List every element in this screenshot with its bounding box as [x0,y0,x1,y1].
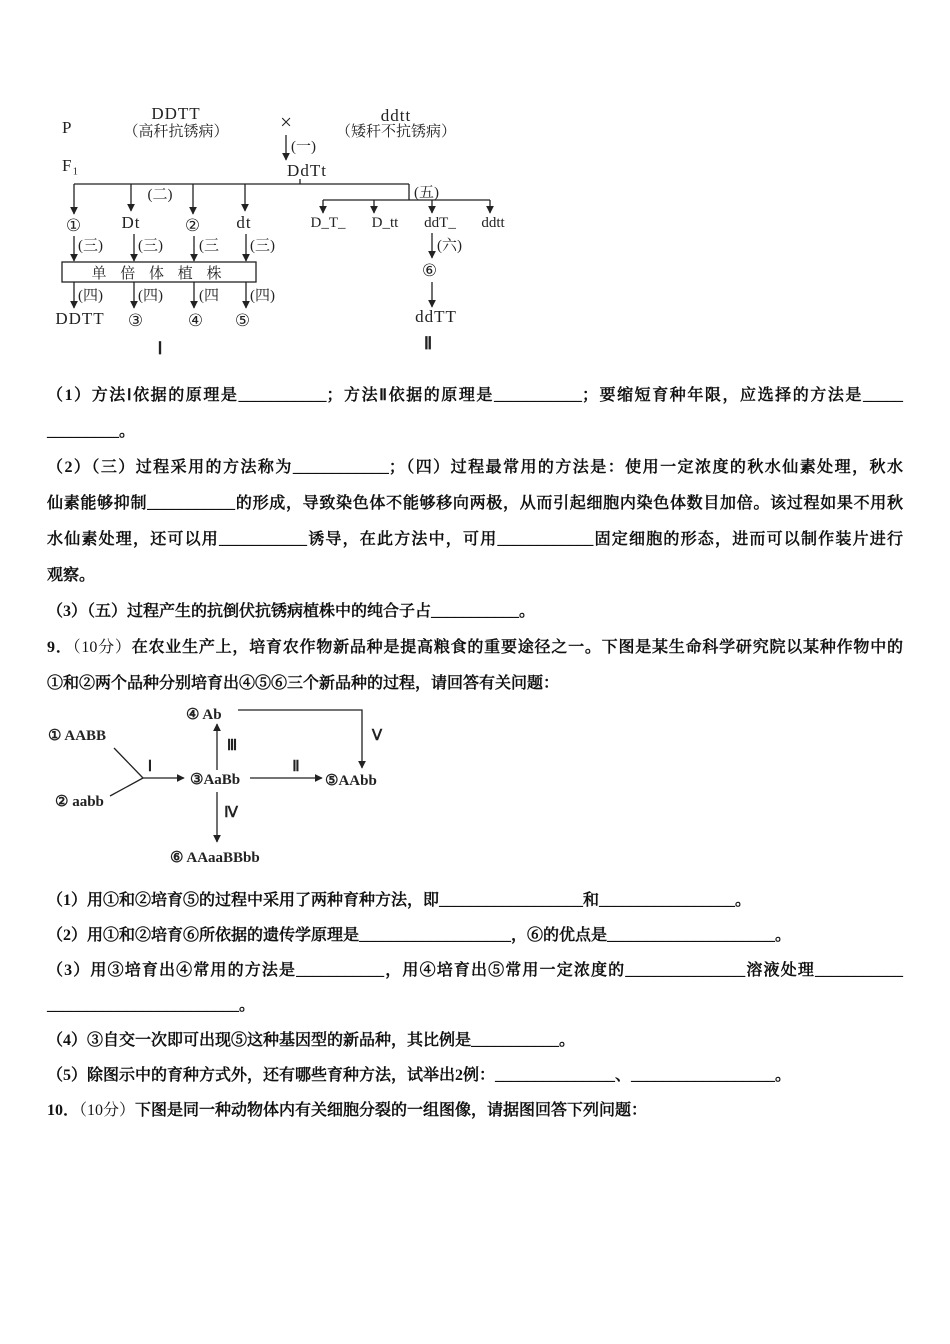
breeding-diagram-1 [0,0,560,370]
step4-label-3: (四 [199,288,219,304]
cross-symbol: × [280,110,292,134]
arrow-step-5 [238,710,362,768]
q8-sub1-line1: （1）方法Ⅰ依据的原理是___________；方法Ⅱ依据的原理是___________；要缩短育种年限，应选择的方法是_____ [47,387,903,404]
gamete-4: dt [236,213,252,232]
q8-sub3: （3）（五）过程产生的抗倒伏抗锈病植株中的纯合子占___________。 [47,603,536,620]
method1-result-3: ④ [187,311,205,330]
method1-result-1: DDTT [55,309,105,328]
step4-label-1: (四) [78,288,103,304]
variety-5: ⑤AAbb [325,773,377,789]
step4-label-2: (四) [138,288,163,304]
step-label-5: Ⅴ [371,728,383,744]
f2-genotype-2: D_tt [371,215,399,231]
step3-label-2: (三) [138,238,163,254]
parent1-genotype: DDTT [151,104,201,123]
variety-3: ③AaBb [190,772,241,788]
q10-number: 10． [47,1102,80,1119]
q8-sub1-line2: _________。 [47,423,136,440]
q9-sub5: （5）除图示中的育种方式外，还有哪些育种方法，试举出2例：_______________、__________________。 [47,1067,792,1084]
step5-label: (五) [414,185,439,201]
f2-genotype-3: ddT_ [424,215,456,231]
method1-result-4: ⑤ [234,311,252,330]
step4-label-4: (四) [250,288,275,304]
f2-genotype-1: D_T_ [310,215,346,231]
line-variety2-to-cross [110,778,143,796]
q9-sub1: （1）用①和②培育⑤的过程中采用了两种育种方法，即__________________和_________________。 [47,892,752,909]
step-label-3: Ⅲ [226,738,238,754]
q8-sub2-line4: 观察。 [47,567,96,584]
variety-2: ② aabb [55,794,104,810]
method1-result-2: ③ [127,311,145,330]
parent1-phenotype: （高秆抗锈病） [123,124,229,140]
f1-genotype: DdTt [287,161,327,180]
parent2-phenotype: （矮秆不抗锈病） [335,124,457,140]
haploid-plants-label: 单 倍 体 植 株 [91,266,227,282]
q9-stem-text-1: 在农业生产上，培育农作物新品种是提高粮食的重要途径之一。下图是某生命科学研究院以某种作物中的 [131,639,903,656]
variety-6: ⑥ AAaaBBbb [170,850,260,866]
q9-sub3-line2: ________________________。 [47,997,256,1014]
q9-sub3-line1: （3）用③培育出④常用的方法是___________，用④培育出⑤常用一定浓度的_______________溶液处理___________ [47,962,903,979]
generation-f1-label: F₁ [62,156,80,175]
step3-label-4: (三) [250,238,275,254]
variety-4: ④ Ab [186,707,222,723]
f2-genotype-4: ddtt [481,215,505,231]
breeding-diagram-2 [0,690,420,875]
generation-p-label: P [62,118,73,137]
step3-label-1: (三) [78,238,103,254]
q8-sub2-line1: （2）（三）过程采用的方法称为____________；（四）过程最常用的方法是：使用一定浓度的秋水仙素处理，秋水 [47,459,903,476]
q9-score: （10分） [72,639,132,656]
q9-stem-line1 [47,630,903,666]
q9-stem-line2: ①和②两个品种分别培育出④⑤⑥三个新品种的过程，请回答有关问题： [47,675,560,692]
step6-label: (六) [437,238,462,254]
q9-sub4: （4）③自交一次即可出现⑤这种基因型的新品种，其比例是___________。 [47,1032,576,1049]
q10-score: （10分） [79,1102,136,1119]
q10-stem [47,1093,903,1128]
selected-plant: ⑥ [421,261,439,280]
step1-label: (一) [291,139,316,155]
step-label-1: Ⅰ [147,759,153,775]
parent2-genotype: ddtt [380,106,412,125]
step3-label-3: (三 [199,238,219,254]
method2-result: ddTT [415,307,457,326]
gamete-3: ② [184,216,202,235]
step2-label: (二) [147,187,173,203]
q8-sub2-line3: 水仙素处理，还可以用___________诱导，在此方法中，可用____________固定细胞的形态，进而可以制作装片进行 [47,531,903,548]
q10-stem-text: 下图是同一种动物体内有关细胞分裂的一组图像，请据图回答下列问题： [135,1102,648,1119]
gamete-2: Dt [121,213,141,232]
method1-label: Ⅰ [157,339,163,358]
q8-sub2-line2: 仙素能够抑制___________的形成，导致染色体不能够移向两极，从而引起细胞内染色体数目加倍。该过程如果不用秋 [47,495,903,512]
q9-sub2: （2）用①和②培育⑥所依据的遗传学原理是___________________，⑥的优点是_____________________。 [47,927,792,944]
gamete-1: ① [65,216,83,235]
line-variety1-to-cross [114,748,143,778]
q9-number: 9． [47,639,73,656]
method2-label: Ⅱ [423,334,433,353]
question-9-subquestions [47,883,903,1128]
variety-1: ① AABB [48,728,107,744]
step-label-4: Ⅳ [224,805,238,821]
question-8-text [47,378,903,702]
step-label-2: Ⅱ [292,759,300,775]
